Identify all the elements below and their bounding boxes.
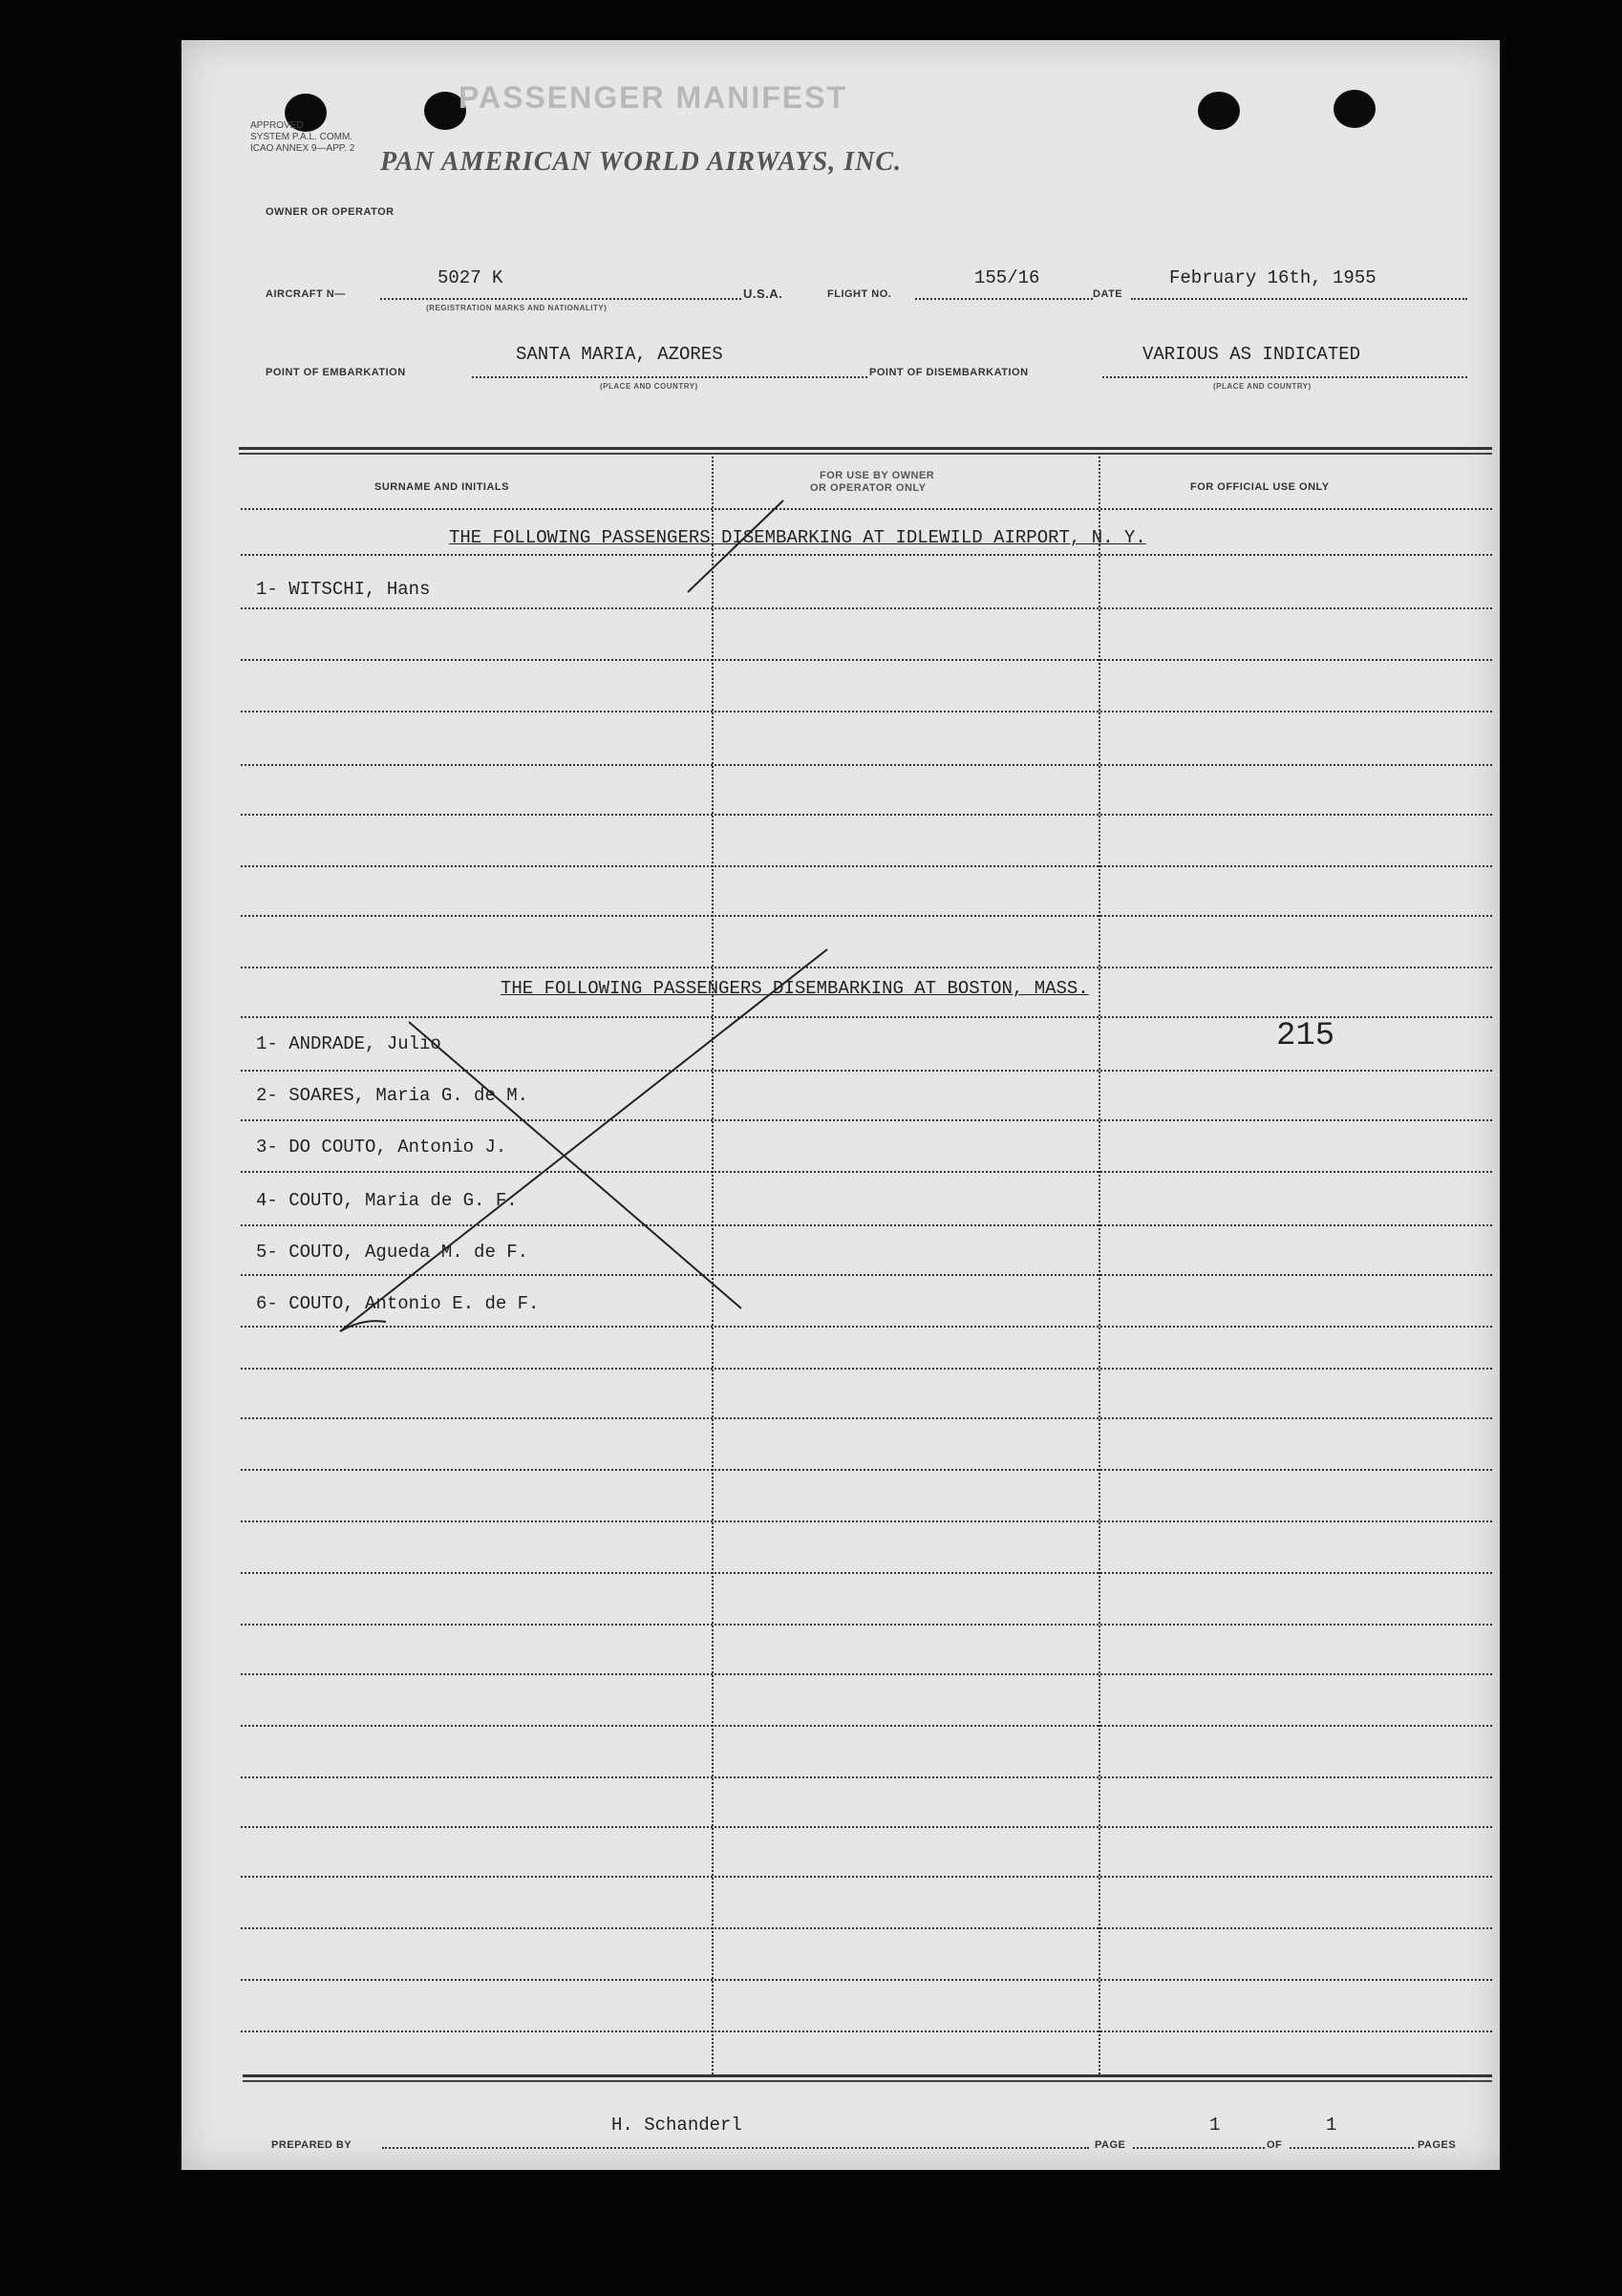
col-header-surname: SURNAME AND INITIALS — [374, 481, 509, 493]
place-caption: (PLACE AND COUNTRY) — [1213, 382, 1312, 391]
place-caption: (PLACE AND COUNTRY) — [600, 382, 698, 391]
official-handwritten-number: 215 — [1276, 1018, 1335, 1054]
page-line — [1133, 2147, 1265, 2149]
disembarkation-label: POINT OF DISEMBARKATION — [869, 367, 1029, 378]
col-header-owner-use: OR OPERATOR ONLY — [810, 482, 927, 494]
passenger-row: 4- COUTO, Maria de G. F. — [256, 1190, 518, 1211]
passenger-row: 6- COUTO, Antonio E. de F. — [256, 1293, 540, 1314]
registration-caption: (REGISTRATION MARKS AND NATIONALITY) — [426, 304, 608, 312]
passenger-row: 1- ANDRADE, Julio — [256, 1033, 441, 1054]
owner-label: OWNER OR OPERATOR — [266, 206, 395, 218]
passenger-row: 3- DO COUTO, Antonio J. — [256, 1137, 507, 1158]
prepared-line — [382, 2147, 1089, 2149]
passenger-row: 5- COUTO, Agueda M. de F. — [256, 1242, 529, 1263]
page-label: PAGE — [1095, 2139, 1126, 2151]
aircraft-value: 5027 K — [438, 267, 503, 288]
prepared-value: H. Schanderl — [611, 2115, 742, 2136]
prepared-label: PREPARED BY — [271, 2139, 352, 2151]
usa-label: U.S.A. — [743, 287, 783, 301]
approval-line: APPROVED — [250, 120, 304, 131]
embarkation-label: POINT OF EMBARKATION — [266, 367, 406, 378]
table-bottom-rule — [243, 2074, 1492, 2077]
of-value: 1 — [1326, 2115, 1337, 2136]
pen-stroke — [688, 500, 783, 592]
col-header-official: FOR OFFICIAL USE ONLY — [1190, 481, 1330, 493]
owner-value: PAN AMERICAN WORLD AIRWAYS, INC. — [380, 147, 903, 177]
date-value: February 16th, 1955 — [1169, 267, 1377, 288]
approval-line: SYSTEM P.A.L. COMM. — [250, 132, 353, 142]
page-value: 1 — [1209, 2115, 1221, 2136]
flight-value: 155/16 — [974, 267, 1040, 288]
of-line — [1290, 2147, 1414, 2149]
pen-stroke — [409, 1022, 741, 1308]
pages-label: PAGES — [1418, 2139, 1457, 2151]
date-label: DATE — [1093, 288, 1123, 300]
col-header-owner-use: FOR USE BY OWNER — [820, 470, 935, 481]
table-bottom-rule — [243, 2080, 1492, 2082]
of-label: OF — [1267, 2139, 1283, 2151]
passenger-row: 1- WITSCHI, Hans — [256, 579, 431, 600]
passenger-row: 2- SOARES, Maria G. de M. — [256, 1085, 529, 1106]
aircraft-label: AIRCRAFT N— — [266, 288, 346, 300]
embarkation-value: SANTA MARIA, AZORES — [516, 344, 723, 365]
flight-label: FLIGHT NO. — [827, 288, 892, 300]
disembarkation-value: VARIOUS AS INDICATED — [1142, 344, 1361, 365]
section-heading-boston: THE FOLLOWING PASSENGERS DISEMBARKING AT BOSTON, MASS. — [501, 978, 1089, 999]
section-heading-idlewild: THE FOLLOWING PASSENGERS DISEMBARKING AT IDLEWILD AIRPORT, N. Y. — [449, 527, 1146, 548]
approval-line: ICAO ANNEX 9—APP. 2 — [250, 143, 355, 154]
form-title: PASSENGER MANIFEST — [459, 80, 847, 115]
pen-stroke — [340, 949, 827, 1331]
